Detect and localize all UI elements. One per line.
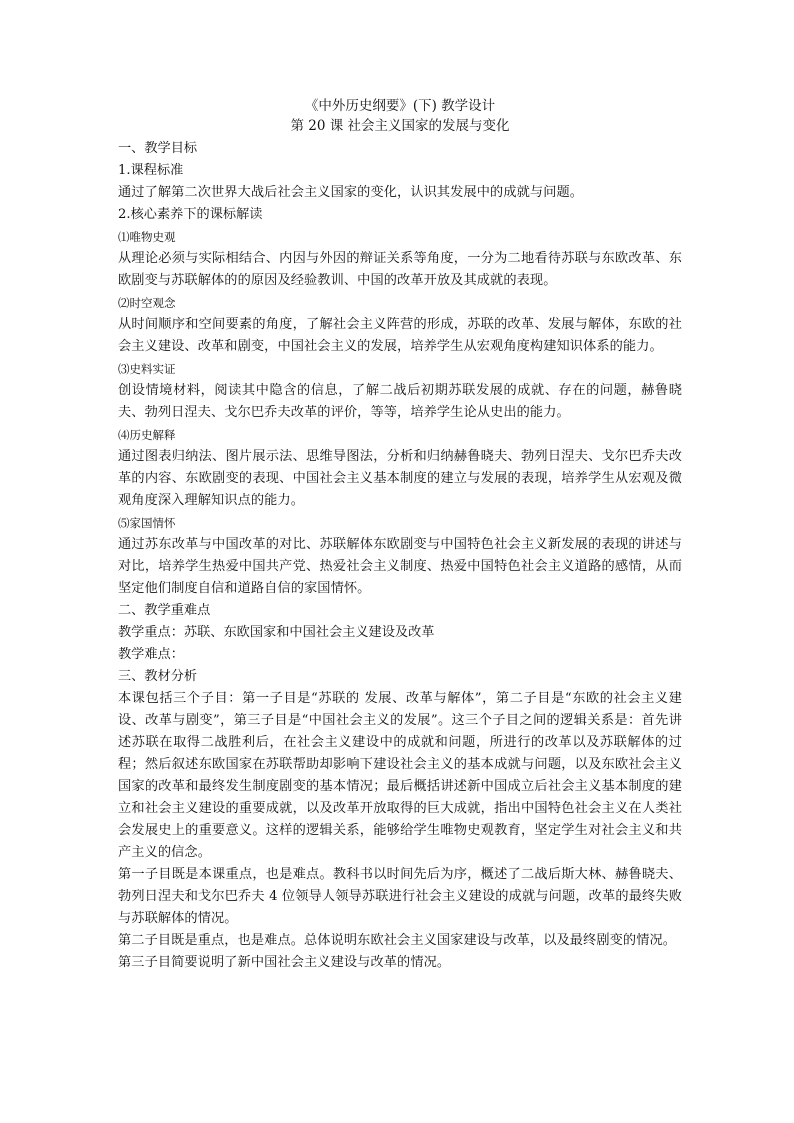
section-heading-key-points: 二、教学重难点 [118, 603, 211, 618]
section-heading-objectives: 一、教学目标 [118, 141, 198, 156]
paragraph-curriculum-standard: 通过了解第二次世界大战后社会主义国家的变化，认识其发展中的成就与问题。 [118, 185, 584, 200]
section-heading-textbook-analysis: 三、教材分析 [118, 669, 198, 684]
paragraph-interpretation: 通过图表归纳法、图片展示法、思维导图法，分析和归纳赫鲁晓夫、勃列日涅夫、戈尔巴乔夫改革的内容、东欧剧变的表现、中国社会主义基本制度的建立与发展的表现，培养学生从宏观及微观角度深入理解知识点的能力。 [118, 449, 682, 508]
subheading-curriculum-standard: 1.课程标准 [118, 163, 184, 178]
paragraph-patriotism: 通过苏东改革与中国改革的对比、苏联解体东欧剧变与中国特色社会主义新发展的表现的讲述与对比，培养学生热爱中国共产党、热爱社会主义制度、热爱中国特色社会主义道路的感情，从而坚定他们制度自信和道路自信的家国情怀。 [118, 537, 682, 596]
item-heading-patriotism: ⑸家国情怀 [118, 516, 176, 530]
document-title: 《中外历史纲要》(下) 教学设计 [304, 98, 496, 114]
paragraph-subsection-one: 第一子目既是本课重点，也是难点。教科书以时间先后为序，概述了二战后斯大林、赫鲁晓夫、勃列日涅夫和戈尔巴乔夫 4 位领导人领导苏联进行社会主义建设的成就与问题，改革的最终失败与苏联解体的情况。 [118, 867, 682, 926]
paragraph-space-time: 从时间顺序和空间要素的角度，了解社会主义阵营的形成，苏联的改革、发展与解体，东欧的社会主义建设、改革和剧变，中国社会主义的发展，培养学生从宏观角度构建知识体系的能力。 [118, 317, 682, 354]
key-points-line: 教学重点：苏联、东欧国家和中国社会主义建设及改革 [118, 625, 435, 640]
subheading-core-literacy: 2.核心素养下的课标解读 [118, 207, 263, 222]
item-heading-space-time: ⑵时空观念 [118, 296, 176, 310]
document-body [118, 96, 682, 974]
paragraph-textbook-overview: 本课包括三个子目：第一子目是“苏联的 发展、改革与解体”，第二子目是“东欧的社会主义建设、改革与剧变”，第三子目是“中国社会主义的发展”。这三个子目之间的逻辑关系是：首先讲述苏联在取得二战胜利后，在社会主义建设中的成就和问题，所进行的改革以及苏联解体的过程；然后叙述东欧国家在苏联帮助却影响下建设社会主义的基本成就与问题，以及东欧社会主义国家的改革和最终发生制度剧变的基本情况；最后概括讲述新中国成立后社会主义基本制度的建立和社会主义建设的重要成就，以及改革开放取得的巨大成就，指出中国特色社会主义在人类社会发展史上的重要意义。这样的逻辑关系，能够给学生唯物史观教育，坚定学生对社会主义和共产主义的信念。 [118, 691, 682, 860]
item-heading-historical-materialism: ⑴唯物史观 [118, 230, 176, 244]
paragraph-historical-materialism: 从理论必须与实际相结合、内因与外因的辩证关系等角度，一分为二地看待苏联与东欧改革、东欧剧变与苏联解体的的原因及经验教训、中国的改革开放及其成就的表现。 [118, 251, 682, 288]
difficulties-line: 教学难点： [118, 647, 184, 662]
item-heading-evidence: ⑶史料实证 [118, 362, 176, 376]
paragraph-subsection-three: 第三子目简要说明了新中国社会主义建设与改革的情况。 [118, 955, 451, 970]
item-heading-interpretation: ⑷历史解释 [118, 428, 176, 442]
lesson-title: 第 20 课 社会主义国家的发展与变化 [290, 118, 510, 134]
paragraph-subsection-two: 第二子目既是重点，也是难点。总体说明东欧社会主义国家建设与改革，以及最终剧变的情况。 [118, 933, 677, 948]
paragraph-evidence: 创设情境材料，阅读其中隐含的信息，了解二战后初期苏联发展的成就、存在的问题，赫鲁晓夫、勃列日涅夫、戈尔巴乔夫改革的评价，等等，培养学生论从史出的能力。 [118, 383, 682, 420]
